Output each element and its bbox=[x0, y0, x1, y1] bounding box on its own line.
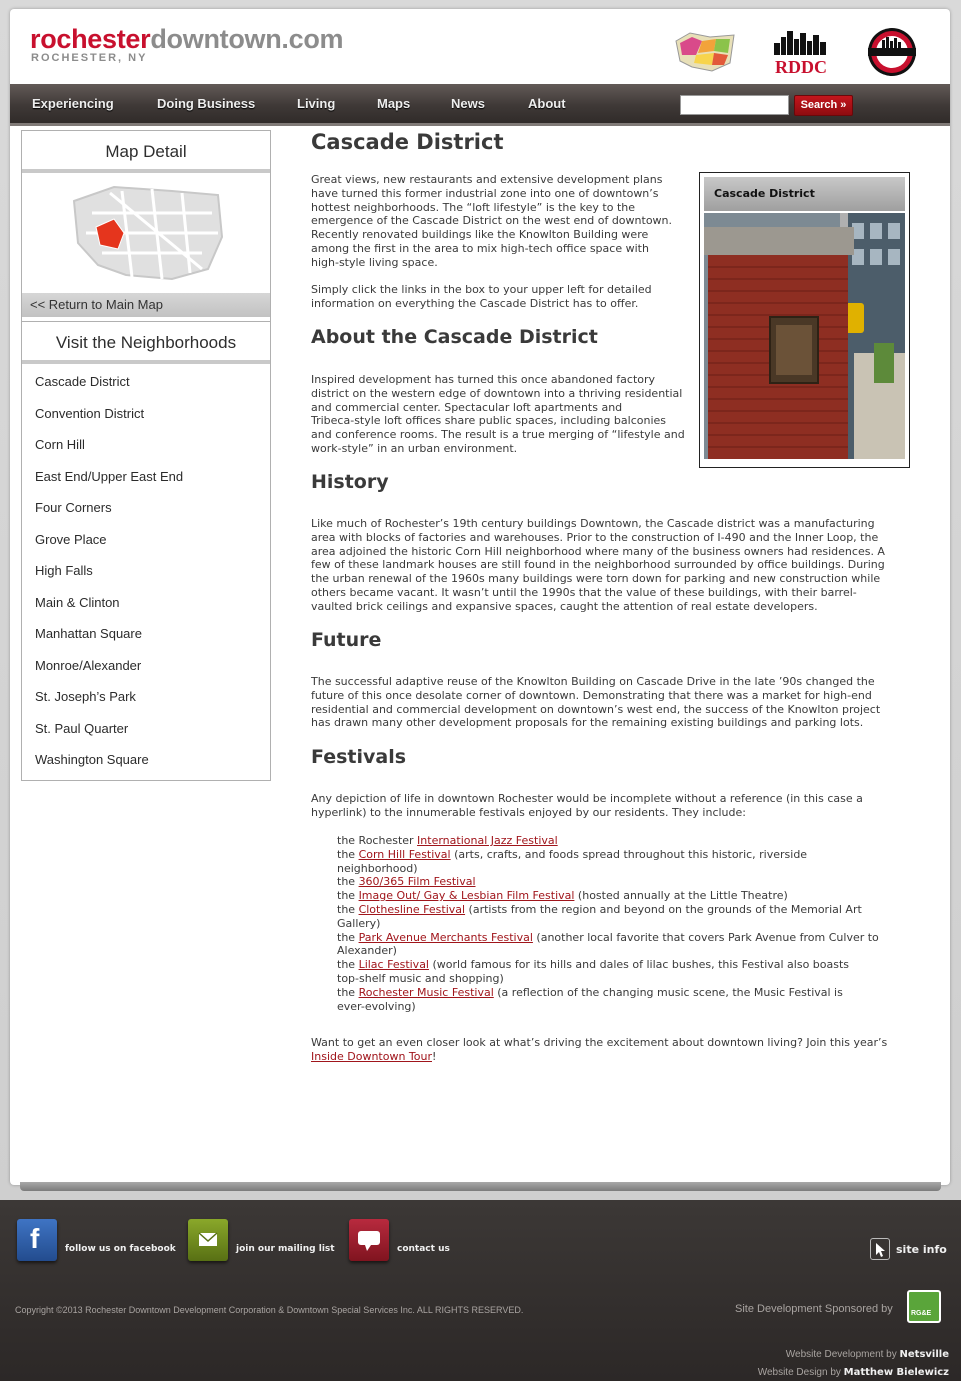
text-line: Inspired development has turned this once abandoned factory bbox=[311, 373, 656, 386]
text-line: few of these landmark houses are still found in the neighborhood surrounded by office buildings. During bbox=[311, 558, 885, 572]
mailing-list-button[interactable] bbox=[188, 1219, 335, 1261]
sponsor-text: Site Development Sponsored by bbox=[735, 1303, 893, 1315]
text-line: the urban renewal of the 1960s many buildings were torn down for parking and new construction while bbox=[311, 572, 881, 586]
festival-item bbox=[311, 903, 911, 931]
design-credit-text: Website Design by bbox=[757, 1367, 844, 1378]
future-paragraph bbox=[311, 675, 880, 730]
rge-logo-text: RG&E bbox=[911, 1310, 932, 1317]
history-heading: History bbox=[311, 471, 389, 493]
logo-text-red: rochester bbox=[30, 24, 151, 54]
festival-prefix: the bbox=[337, 930, 359, 944]
festival-link[interactable]: Lilac Festival bbox=[358, 958, 429, 972]
festival-item bbox=[311, 848, 911, 876]
text-line: The successful adaptive reuse of the Knowlton Building on Cascade Drive in the late ’90s changed the bbox=[311, 675, 875, 688]
facebook-button[interactable] bbox=[17, 1219, 176, 1261]
speech-bubble-icon bbox=[349, 1219, 389, 1261]
intro-paragraph bbox=[311, 173, 672, 270]
inside-downtown-tour-link[interactable]: Inside Downtown Tour bbox=[311, 1049, 432, 1063]
rge-logo[interactable] bbox=[907, 1290, 941, 1323]
nav-doing-business[interactable]: Doing Business bbox=[157, 96, 256, 111]
neighborhoods-panel bbox=[21, 322, 271, 781]
neighborhood-map[interactable] bbox=[22, 173, 270, 293]
festival-continuation: ever-evolving) bbox=[337, 999, 416, 1013]
festival-prefix: the bbox=[337, 958, 359, 972]
map-logo-icon[interactable] bbox=[672, 27, 738, 77]
logo-text-gray: downtown.com bbox=[150, 24, 344, 54]
closing-end: ! bbox=[432, 1049, 437, 1063]
festival-prefix: the bbox=[337, 902, 359, 916]
neighborhood-link[interactable]: St. Paul Quarter bbox=[35, 720, 129, 736]
festival-prefix: the bbox=[337, 847, 359, 861]
festival-item bbox=[311, 875, 911, 889]
site-info-link[interactable] bbox=[870, 1238, 947, 1260]
photo-box bbox=[699, 172, 910, 468]
text-line: have turned this former industrial zone into one of downtown’s bbox=[311, 186, 659, 200]
site-logo[interactable] bbox=[30, 24, 343, 55]
search-button[interactable]: Search » bbox=[794, 95, 853, 116]
festivals-list bbox=[311, 834, 911, 1013]
mailing-list-label: join our mailing list bbox=[236, 1244, 335, 1254]
text-line: emergence of the Cascade District on the west end of downtown. bbox=[311, 214, 673, 228]
festival-link[interactable]: 360/365 Film Festival bbox=[358, 875, 476, 889]
main-nav bbox=[10, 84, 950, 126]
facebook-icon: f bbox=[17, 1219, 57, 1261]
neighborhood-link[interactable]: Cascade District bbox=[35, 374, 130, 389]
netsville-link[interactable]: Netsville bbox=[899, 1349, 949, 1360]
neighborhood-link[interactable]: Corn Hill bbox=[35, 437, 85, 452]
text-line: area with blocks of factories and warehouses. Prior to the construction of I-490 and the Inner Loop, the bbox=[311, 530, 879, 544]
dev-credit-text: Website Development by bbox=[785, 1349, 900, 1360]
text-line: hyperlink) to the innumerable festivals enjoyed by our residents. They include: bbox=[311, 805, 746, 819]
return-to-main-map-link[interactable]: << Return to Main Map bbox=[22, 293, 270, 317]
text-line: future of this once desolate corner of downtown. Demonstrating that there was a market for high-end bbox=[311, 688, 872, 702]
festival-continuation: Alexander) bbox=[337, 944, 397, 958]
contact-button[interactable] bbox=[349, 1219, 450, 1261]
history-paragraph bbox=[311, 517, 885, 614]
future-heading: Future bbox=[311, 629, 382, 651]
festival-item bbox=[311, 958, 911, 986]
festival-suffix: (world famous for its hills and dales of lilac bushes, this Festival also boasts bbox=[429, 958, 850, 972]
nav-living[interactable]: Living bbox=[297, 96, 336, 111]
text-line: work-style” in an urban environment. bbox=[311, 441, 518, 455]
text-line: vaulted brick ceilings and expansive spaces, caught the attention of real estate developers. bbox=[311, 599, 818, 613]
text-line: Simply click the links in the box to your upper left for detailed bbox=[311, 283, 652, 296]
text-line: Great views, new restaurants and extensive development plans bbox=[311, 173, 663, 186]
festival-item bbox=[311, 834, 911, 848]
page-container bbox=[10, 9, 950, 1185]
neighborhood-link[interactable]: East End/Upper East End bbox=[35, 468, 184, 484]
text-line: area adjoined the historic Corn Hill neighborhood where many of the business owners had residences. A bbox=[311, 544, 885, 558]
neighborhood-link[interactable]: Main & Clinton bbox=[35, 594, 120, 610]
text-line: hottest neighborhoods. The “loft lifestyle” is the key to the bbox=[311, 200, 635, 214]
festival-item bbox=[311, 986, 911, 1014]
festival-item bbox=[311, 931, 911, 959]
mail-icon bbox=[188, 1219, 228, 1261]
festival-prefix: the Rochester bbox=[337, 834, 418, 847]
text-line: among the first in the area to mix high-tech office space with bbox=[311, 241, 649, 255]
festival-prefix: the bbox=[337, 889, 359, 903]
page-title: Cascade District bbox=[311, 130, 504, 154]
photo-caption: Cascade District bbox=[704, 177, 905, 211]
text-line: Recently renovated buildings like the Knowlton Building were bbox=[311, 228, 649, 242]
map-detail-title: Map Detail bbox=[22, 131, 270, 173]
facebook-label: follow us on facebook bbox=[65, 1244, 176, 1254]
text-line: Any depiction of life in downtown Rochester would be incomplete without a reference (in this case a bbox=[311, 792, 863, 805]
text-line: others became vacant. It wasn’t until the 1990s that the value of these buildings, with their barrel- bbox=[311, 585, 857, 599]
text-line: and conference rooms. The result is a true merging of “lifestyle and bbox=[311, 428, 685, 442]
festival-link[interactable]: Clothesline Festival bbox=[358, 902, 466, 916]
about-paragraph bbox=[311, 373, 685, 456]
contact-label: contact us bbox=[397, 1244, 450, 1254]
neighborhood-link[interactable]: Washington Square bbox=[35, 752, 149, 767]
festival-prefix: the bbox=[337, 985, 359, 999]
content-bottom-bar bbox=[20, 1182, 941, 1191]
svg-text:RDDC: RDDC bbox=[775, 57, 827, 77]
festival-continuation: neighborhood) bbox=[337, 861, 418, 875]
neighborhood-link[interactable]: St. Joseph’s Park bbox=[35, 689, 136, 704]
text-line: information on everything the Cascade District has to offer. bbox=[311, 296, 639, 310]
cursor-icon bbox=[870, 1238, 890, 1260]
nav-news[interactable]: News bbox=[451, 96, 485, 111]
festival-link[interactable]: Rochester Music Festival bbox=[358, 985, 494, 999]
development-credit bbox=[786, 1349, 949, 1360]
header-logos bbox=[672, 27, 930, 77]
nav-maps[interactable]: Maps bbox=[377, 96, 411, 111]
closing-paragraph bbox=[311, 1036, 911, 1064]
festival-suffix: (arts, crafts, and foods spread throughout this historic, riverside bbox=[450, 847, 808, 861]
festival-link[interactable]: Image Out/ Gay & Lesbian Film Festival bbox=[358, 889, 575, 903]
festival-link[interactable]: Corn Hill Festival bbox=[358, 847, 451, 861]
festival-continuation: top-shelf music and shopping) bbox=[337, 971, 504, 985]
about-heading: About the Cascade District bbox=[311, 326, 598, 348]
festivals-intro bbox=[311, 792, 863, 820]
click-paragraph bbox=[311, 283, 652, 311]
festival-suffix: (a reflection of the changing music scene, the Music Festival is bbox=[493, 985, 843, 999]
neighborhood-link[interactable]: High Falls bbox=[35, 563, 93, 578]
site-info-label: site info bbox=[896, 1242, 947, 1256]
festival-item bbox=[311, 889, 911, 903]
neighborhood-link[interactable]: Convention District bbox=[35, 405, 145, 421]
neighborhoods-list bbox=[22, 364, 270, 780]
festival-continuation: Gallery) bbox=[337, 916, 381, 930]
festival-suffix: (artists from the region and beyond on the grounds of the Memorial Art bbox=[465, 902, 862, 916]
map-detail-panel bbox=[21, 130, 271, 322]
cascade-district-photo bbox=[704, 213, 905, 459]
text-line: district on the western edge of downtown into a thriving residential bbox=[311, 386, 683, 400]
text-line: and commercial center. Spectacular loft apartments and bbox=[311, 400, 623, 414]
neighborhoods-title: Visit the Neighborhoods bbox=[22, 322, 270, 364]
neighborhood-link[interactable]: Grove Place bbox=[35, 531, 107, 547]
text-line: high-style living space. bbox=[311, 255, 438, 269]
neighborhood-link[interactable]: Four Corners bbox=[35, 500, 112, 515]
rochester-seal-icon[interactable] bbox=[864, 27, 930, 77]
copyright-text: Copyright ©2013 Rochester Downtown Development Corporation & Downtown Special Services Inc. ALL RIGHTS RESERVED. bbox=[15, 1305, 524, 1315]
text-line: residential and commercial development on downtown’s west end, the success of the Knowlton project bbox=[311, 702, 881, 716]
festival-link[interactable]: International Jazz Festival bbox=[417, 834, 558, 847]
text-line: Tribeca-style loft offices share public spaces, including balconies bbox=[311, 414, 666, 428]
festival-prefix: the bbox=[337, 875, 359, 889]
festival-suffix: (another local favorite that covers Park Avenue from Culver to bbox=[532, 930, 879, 944]
text-line: Like much of Rochester’s 19th century buildings Downtown, the Cascade district was a manufacturing bbox=[311, 517, 875, 530]
nav-about[interactable]: About bbox=[528, 96, 566, 111]
festivals-heading: Festivals bbox=[311, 746, 407, 768]
logo-subtitle: ROCHESTER, NY bbox=[31, 52, 148, 64]
search-input[interactable] bbox=[680, 95, 789, 115]
neighborhood-link[interactable]: Monroe/Alexander bbox=[35, 657, 142, 673]
closing-text: Want to get an even closer look at what’s driving the excitement about downtown living? Join this year’s bbox=[311, 1036, 888, 1049]
design-credit bbox=[758, 1367, 949, 1378]
rddc-logo-icon[interactable] bbox=[768, 27, 834, 77]
designer-link[interactable]: Matthew Bielewicz bbox=[843, 1367, 949, 1378]
text-line: has drawn many other development proposals for the remaining existing buildings and parking lots. bbox=[311, 716, 864, 730]
festival-suffix: (hosted annually at the Little Theatre) bbox=[574, 889, 788, 903]
festival-link[interactable]: Park Avenue Merchants Festival bbox=[358, 930, 533, 944]
neighborhood-link[interactable]: Manhattan Square bbox=[35, 626, 142, 641]
nav-experiencing[interactable]: Experiencing bbox=[32, 96, 114, 111]
